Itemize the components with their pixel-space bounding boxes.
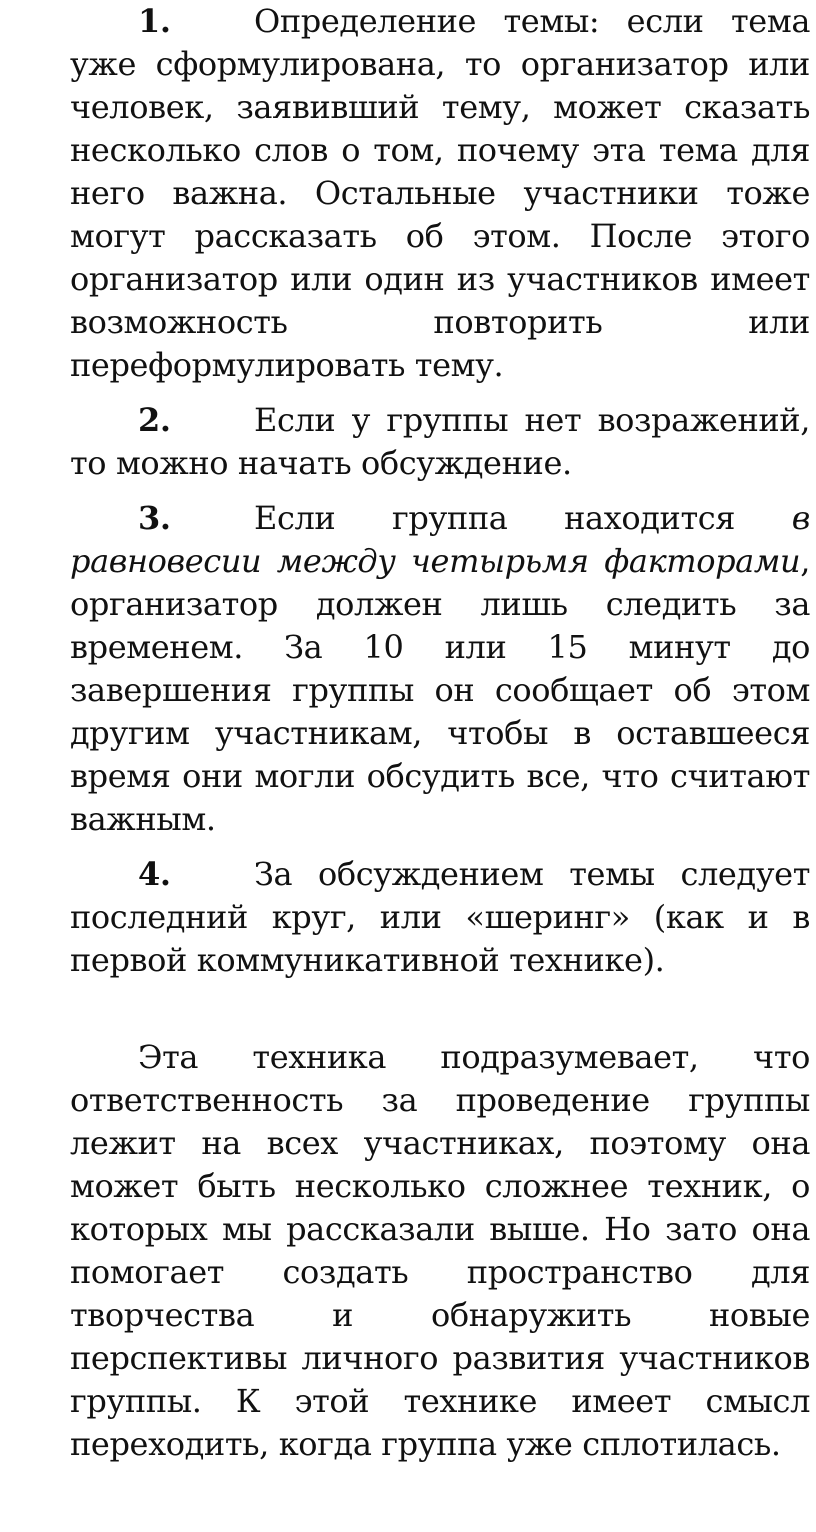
- list-item-emphasis: в равновесии между четырьмя факторами: [70, 499, 810, 580]
- list-item-text: Определение темы: если тема уже сформулирована, то организатор или человек, заявивший тему, может сказать несколько слов о том, почему эта тема для него важна. Остальные участники тоже могут рассказать об этом. После этого организатор или один из участников имеет возможность повторить или переформулировать тему.: [70, 2, 810, 384]
- list-item-2: [70, 399, 810, 485]
- list-item-1: [70, 0, 810, 387]
- list-number: 2.: [138, 401, 171, 439]
- document-page: [70, 0, 810, 1466]
- list-item-text: Если у группы нет возражений, то можно начать обсуждение.: [70, 401, 810, 482]
- list-number: 4.: [138, 855, 171, 893]
- list-item-text: За обсуждением темы следует последний круг, или «шеринг» (как и в первой коммуникативной технике).: [70, 855, 810, 979]
- list-item-text-continued: , организатор должен лишь следить за временем. За 10 или 15 минут до завершения группы он сообщает об этом другим участникам, чтобы в оставшееся время они могли обсудить все, что считают важным.: [70, 542, 810, 838]
- list-number: 1.: [138, 2, 171, 40]
- closing-paragraph: Эта техника подразумевает, что ответственность за проведение группы лежит на всех участниках, поэтому она может быть несколько сложнее техник, о которых мы рассказали выше. Но зато она помогает создать пространство для творчества и обнаружить новые перспективы личного развития участников группы. К этой технике имеет смысл переходить, когда группа уже сплотилась.: [70, 1038, 810, 1463]
- list-number: 3.: [138, 499, 171, 537]
- list-item-4: [70, 853, 810, 982]
- list-item-text: Если группа находится: [254, 499, 792, 537]
- list-item-3: [70, 497, 810, 841]
